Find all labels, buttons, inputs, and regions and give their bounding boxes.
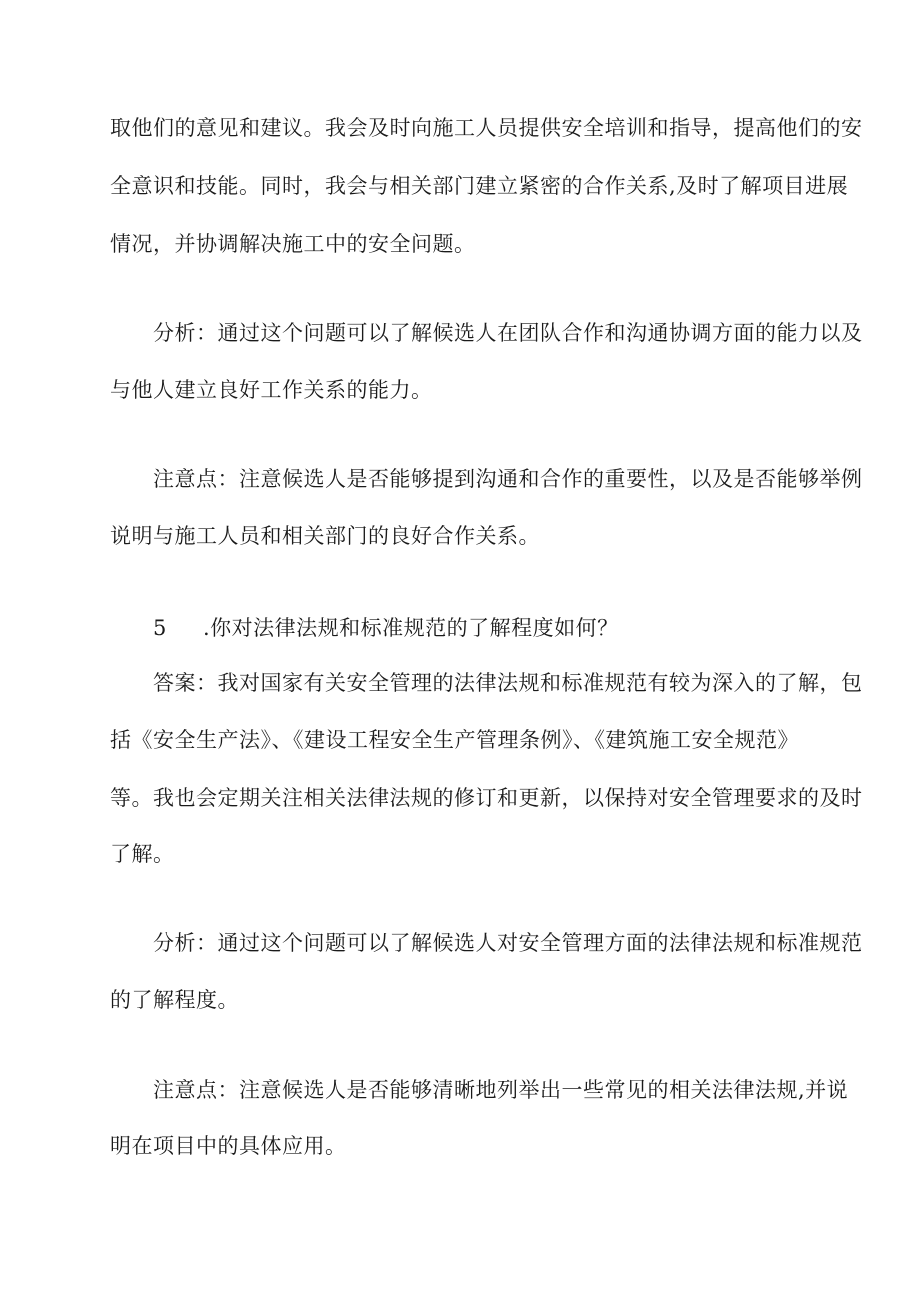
analysis-5-line-2: 的了解程度。 — [110, 988, 239, 1012]
answer-5-line-3: 等。我也会定期关注相关法律法规的修订和更新，以保持对安全管理要求的及时 — [110, 786, 863, 810]
answer-5-line-2: 括《安全生产法》、《建设工程安全生产管理条例》、《建筑施工安全规范》 — [110, 728, 799, 752]
answer-5-line-4: 了解。 — [110, 842, 175, 866]
note-5-line-1: 注意点：注意候选人是否能够清晰地列举出一些常见的相关法律法规,并说 — [153, 1078, 849, 1102]
note-4-line-1: 注意点：注意候选人是否能够提到沟通和合作的重要性，以及是否能够举例 — [153, 467, 863, 491]
question-5-number: 5 — [153, 616, 167, 640]
note-4-line-2: 说明与施工人员和相关部门的良好合作关系。 — [110, 524, 540, 548]
answer-5-line-1: 答案：我对国家有关安全管理的法律法规和标准规范有较为深入的了解，包 — [153, 671, 863, 695]
analysis-5-line-1: 分析：通过这个问题可以了解候选人对安全管理方面的法律法规和标准规范 — [153, 931, 863, 955]
analysis-4-line-2: 与他人建立良好工作关系的能力。 — [110, 378, 433, 402]
continuation-line-2: 全意识和技能。同时，我会与相关部门建立紧密的合作关系,及时了解项目进展 — [110, 174, 849, 198]
question-5-text: .你对法律法规和标准规范的了解程度如何？ — [203, 616, 619, 640]
continuation-line-1: 取他们的意见和建议。我会及时向施工人员提供安全培训和指导，提高他们的安 — [110, 116, 863, 140]
note-5-line-2: 明在项目中的具体应用。 — [110, 1134, 347, 1158]
analysis-4-line-1: 分析：通过这个问题可以了解候选人在团队合作和沟通协调方面的能力以及 — [153, 321, 863, 345]
continuation-line-3: 情况，并协调解决施工中的安全问题。 — [110, 232, 476, 256]
